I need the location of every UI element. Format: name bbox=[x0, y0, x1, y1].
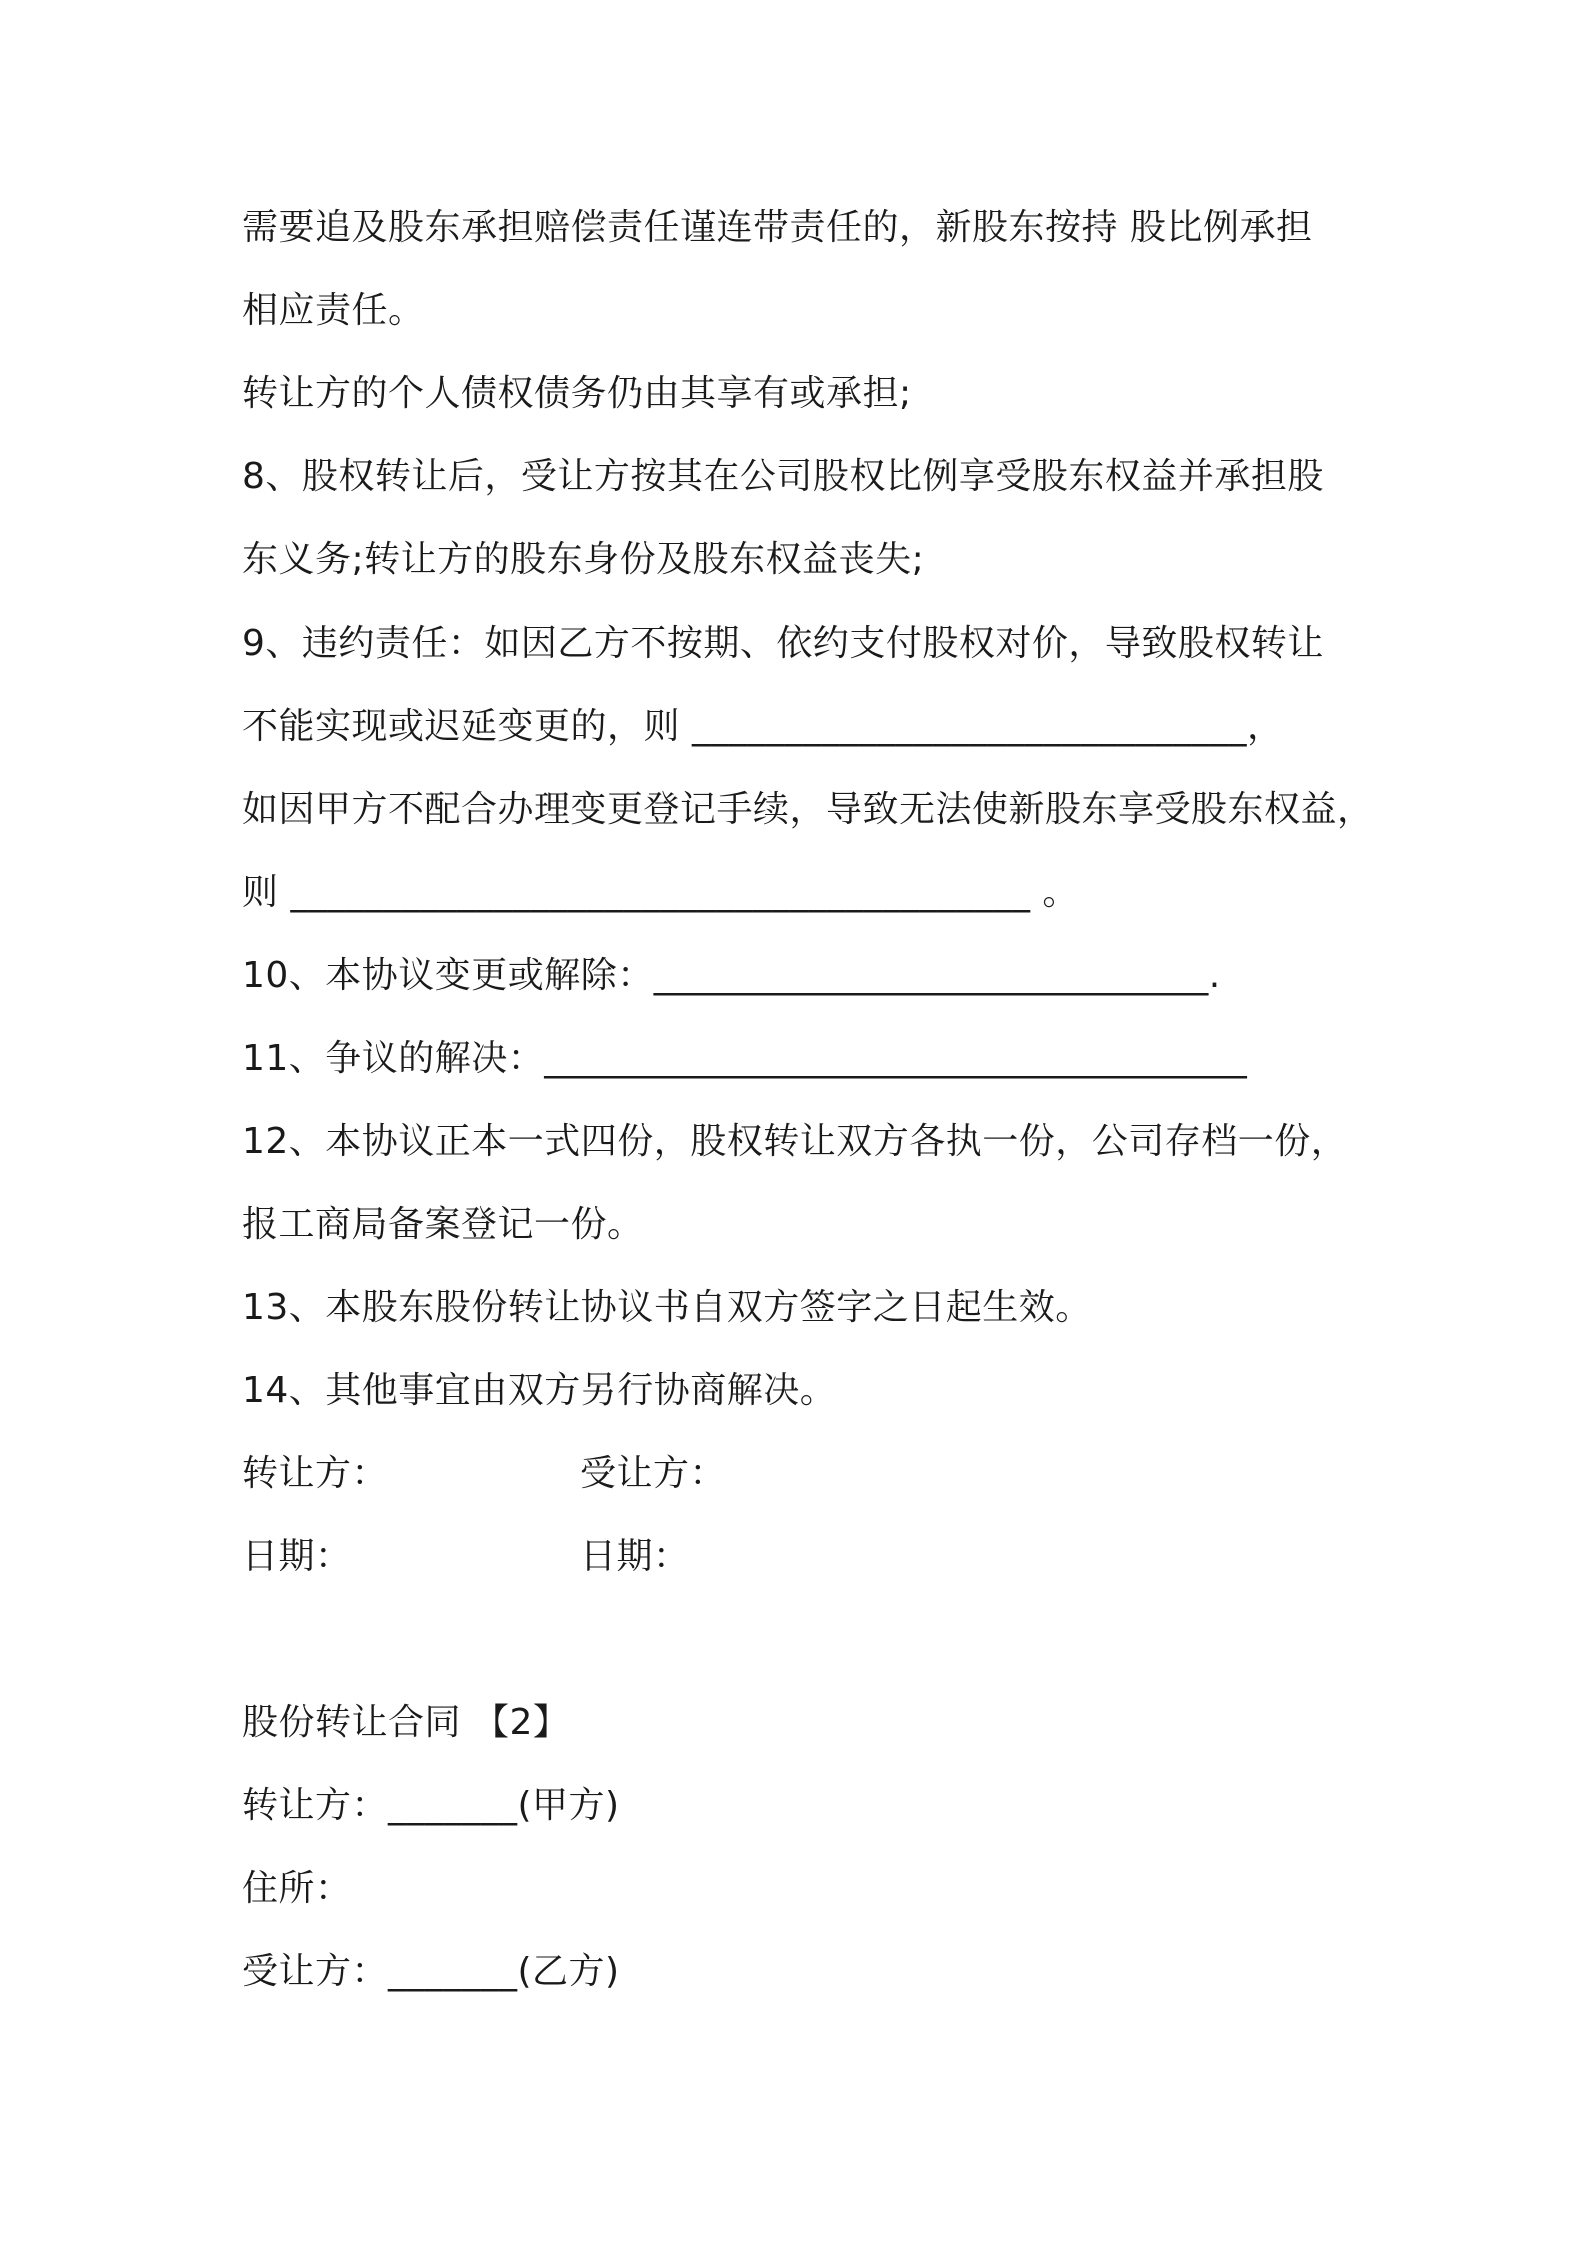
signature-date-right: 日期： bbox=[580, 1536, 690, 1577]
paragraph-line: 9、违约责任：如因乙方不按期、依约支付股权对价，导致股权转让 bbox=[242, 623, 1324, 664]
paragraph-line: 东义务;转让方的股东身份及股东权益丧失; bbox=[242, 539, 925, 580]
paragraph-line: 10、本协议变更或解除：______________________________. bbox=[242, 955, 1221, 996]
second-contract-address: 住所： bbox=[242, 1868, 352, 1909]
paragraph-line: 则 ________________________________________ 。 bbox=[242, 872, 1079, 913]
paragraph-line: 14、其他事宜由双方另行协商解决。 bbox=[242, 1370, 837, 1411]
paragraph-line: 相应责任。 bbox=[242, 290, 425, 331]
paragraph-line: 8、股权转让后，受让方按其在公司股权比例享受股东权益并承担股 bbox=[242, 456, 1324, 497]
signature-transferee-label: 受让方： bbox=[580, 1453, 727, 1494]
paragraph-line: 转让方的个人债权债务仍由其享有或承担; bbox=[242, 373, 912, 414]
second-contract-title: 股份转让合同 【2】 bbox=[242, 1702, 570, 1743]
paragraph-line: 需要追及股东承担赔偿责任谨连带责任的，新股东按持 股比例承担 bbox=[242, 207, 1313, 248]
paragraph-line: 如因甲方不配合办理变更登记手续，导致无法使新股东享受股东权益， bbox=[242, 789, 1374, 830]
paragraph-line: 不能实现或迟延变更的，则 ______________________________， bbox=[242, 706, 1284, 747]
second-contract-transferor: 转让方：_______(甲方) bbox=[242, 1785, 620, 1826]
paragraph-line: 报工商局备案登记一份。 bbox=[242, 1204, 644, 1245]
signature-date-left: 日期： bbox=[242, 1536, 352, 1577]
second-contract-transferee: 受让方：_______(乙方) bbox=[242, 1951, 620, 1992]
paragraph-line: 11、争议的解决：______________________________________ bbox=[242, 1038, 1248, 1079]
paragraph-line: 13、本股东股份转让协议书自双方签字之日起生效。 bbox=[242, 1287, 1092, 1328]
paragraph-line: 12、本协议正本一式四份，股权转让双方各执一份，公司存档一份， bbox=[242, 1121, 1348, 1162]
signature-transferor-label: 转让方： bbox=[242, 1453, 389, 1494]
